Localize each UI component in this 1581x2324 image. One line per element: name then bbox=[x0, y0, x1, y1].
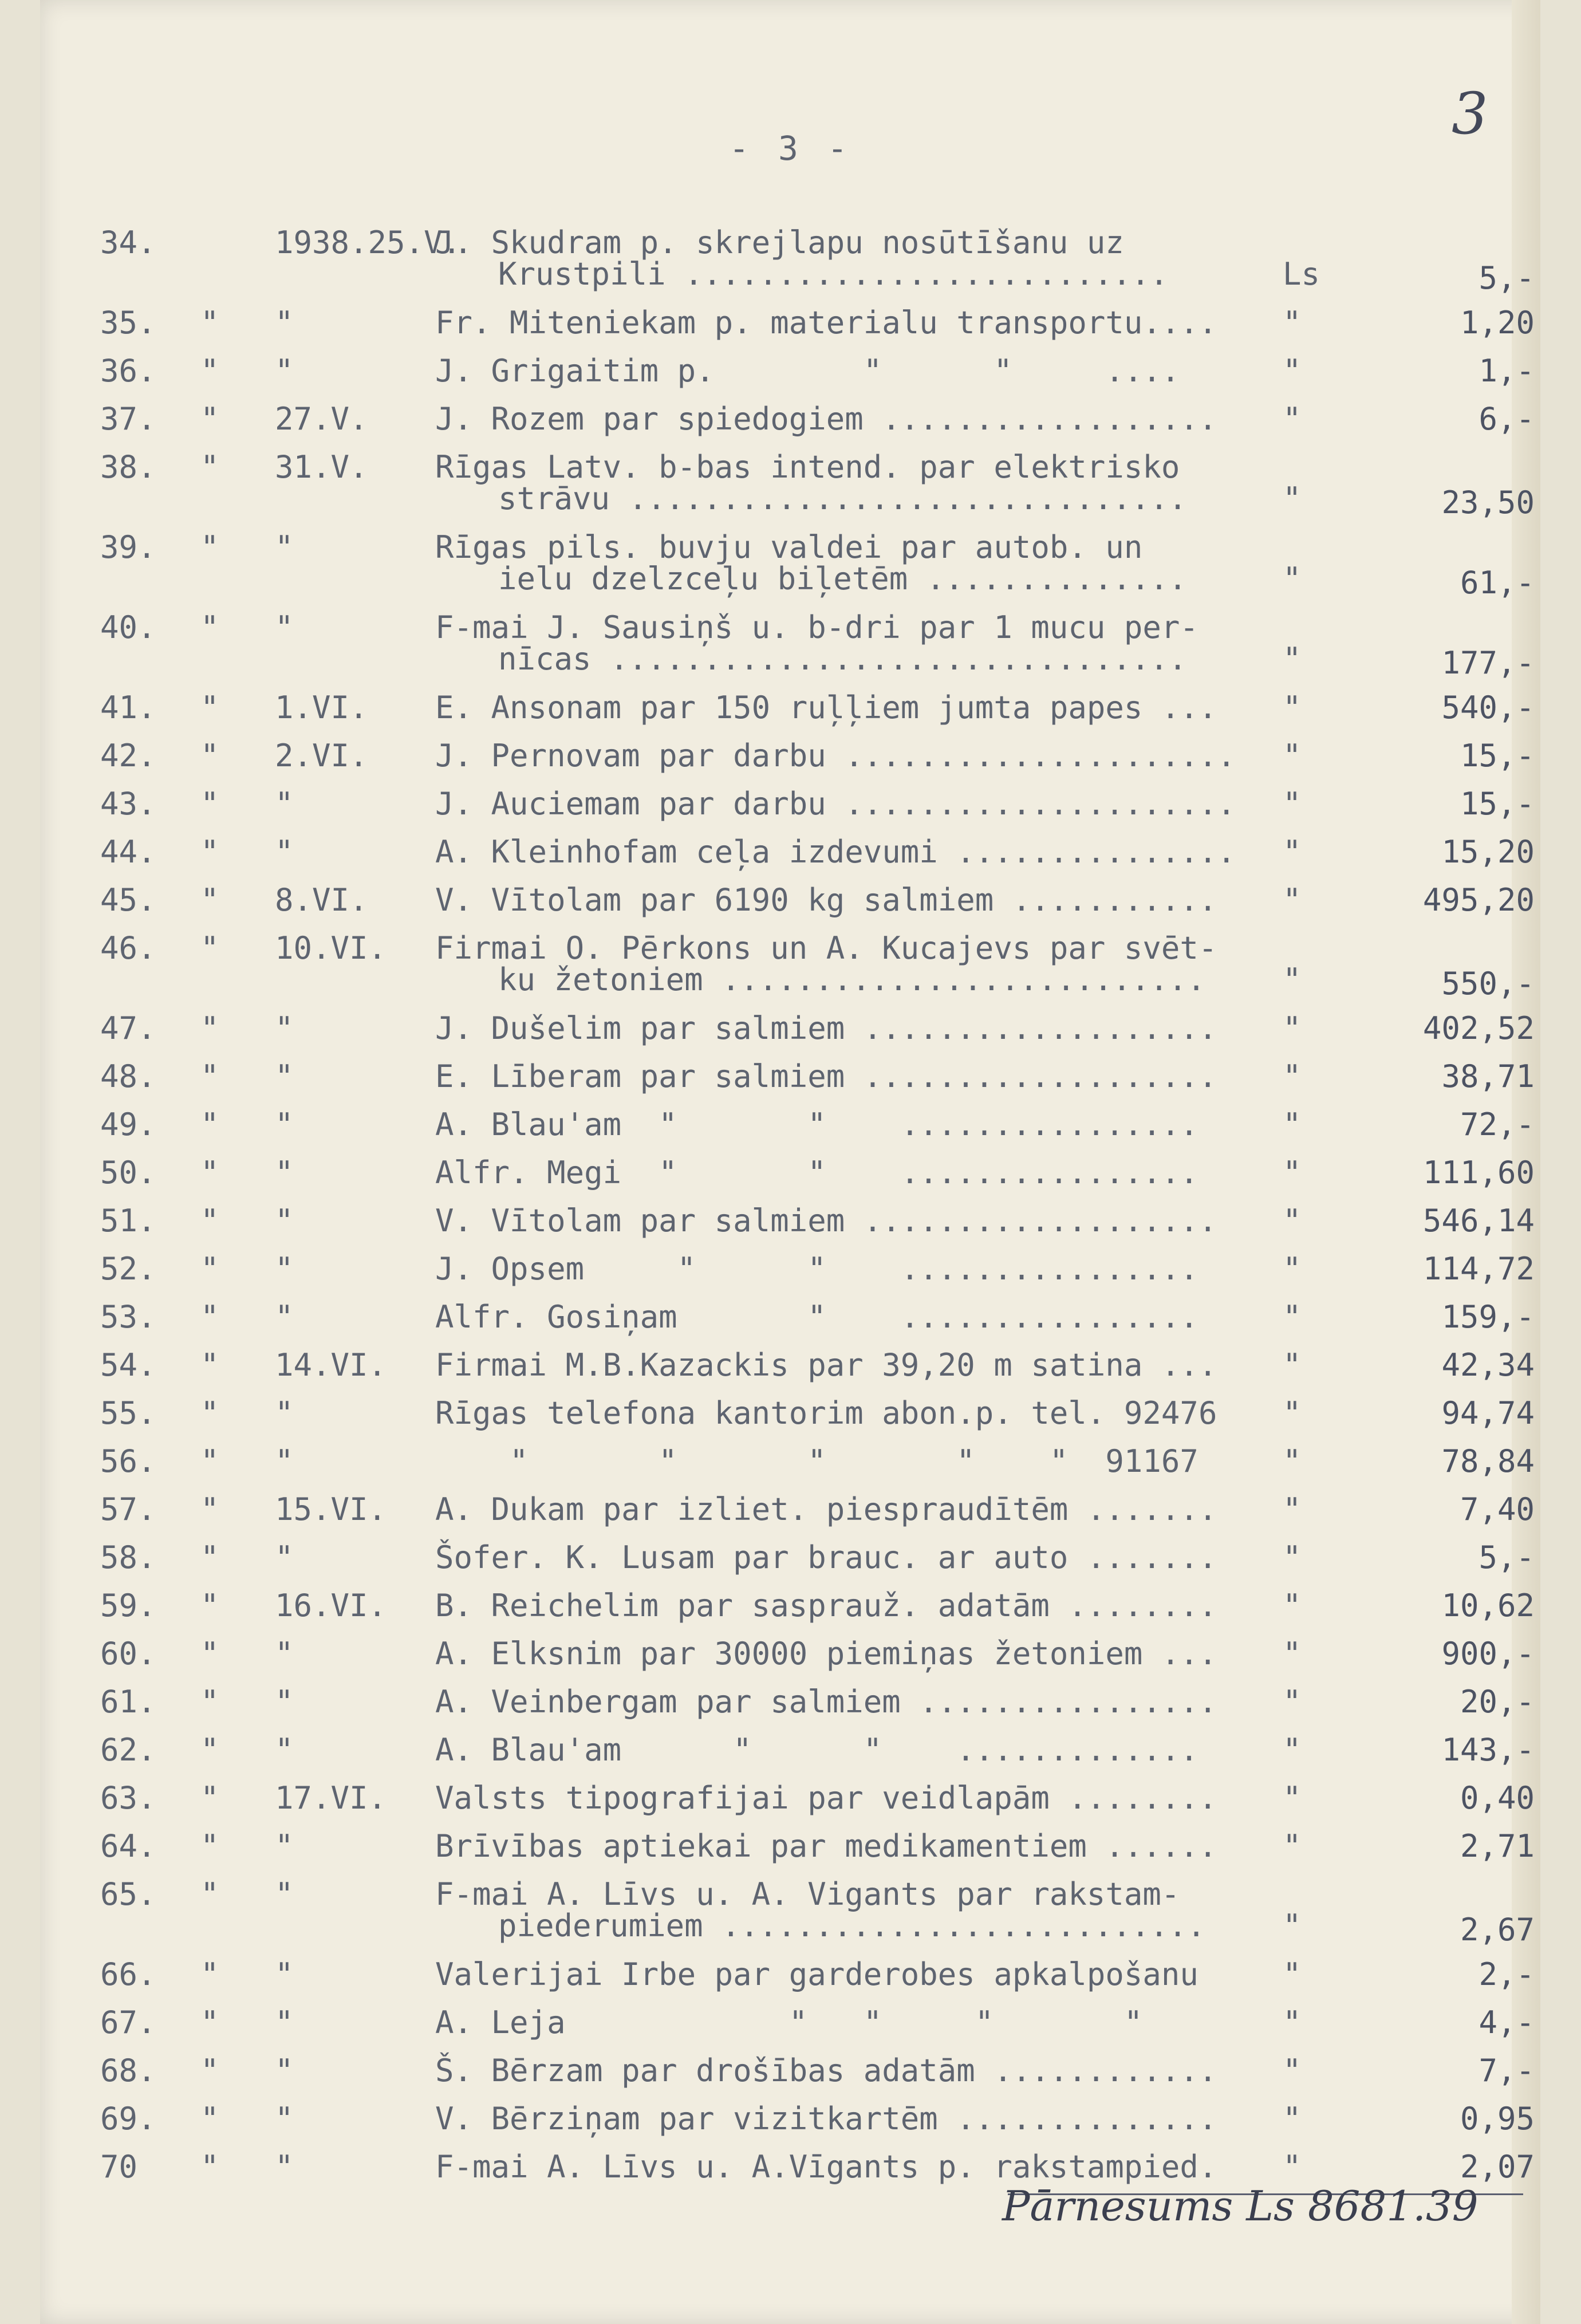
entry-date: " bbox=[275, 305, 294, 341]
entry-date: " bbox=[275, 1058, 294, 1094]
entry-amount: 2,67 bbox=[1460, 1912, 1535, 1948]
entry-date: " bbox=[275, 1010, 294, 1046]
entry-description: Šofer. K. Lusam par brauc. ar auto ....... bbox=[435, 1539, 1217, 1575]
entry-description: F-mai A. Līvs u. A.Vīgants p. rakstampied. bbox=[435, 2149, 1217, 2185]
currency-mark: " bbox=[1283, 1251, 1302, 1287]
entry-number: 61. bbox=[100, 1684, 156, 1720]
entry-amount: 111,60 bbox=[1422, 1155, 1535, 1191]
year-ditto: " bbox=[200, 1203, 219, 1239]
entry-date: " bbox=[275, 2004, 294, 2041]
entry-description-continued: piederumiem .......................... bbox=[498, 1908, 1206, 1944]
year-ditto: " bbox=[200, 1876, 219, 1912]
entry-amount: 78,84 bbox=[1441, 1443, 1535, 1479]
entry-amount: 7,- bbox=[1479, 2053, 1535, 2089]
entry-amount: 0,40 bbox=[1460, 1780, 1535, 1816]
currency-mark: " bbox=[1283, 1106, 1302, 1143]
entry-date: " bbox=[275, 1539, 294, 1575]
entry-number: 42. bbox=[100, 738, 156, 774]
entry-amount: 900,- bbox=[1441, 1636, 1535, 1672]
currency-mark: " bbox=[1283, 353, 1302, 389]
entry-number: 53. bbox=[100, 1299, 156, 1335]
entry-description: Fr. Miteniekam p. materialu transportu.... bbox=[435, 305, 1217, 341]
entry-number: 68. bbox=[100, 2053, 156, 2089]
carry-over-note: Pārnesums Ls 8681.39 bbox=[1002, 2182, 1479, 2230]
entry-number: 69. bbox=[100, 2101, 156, 2137]
year-ditto: " bbox=[200, 2149, 219, 2185]
entry-number: 46. bbox=[100, 930, 156, 966]
year-ditto: " bbox=[200, 882, 219, 918]
entry-amount: 42,34 bbox=[1441, 1347, 1535, 1383]
entry-description: F-mai J. Sausiņš u. b-dri par 1 mucu per- bbox=[435, 609, 1198, 645]
entry-number: 64. bbox=[100, 1828, 156, 1864]
entry-description: Alfr. Gosiņam " ................ bbox=[435, 1299, 1198, 1335]
year-ditto: " bbox=[200, 834, 219, 870]
entry-amount: 143,- bbox=[1441, 1732, 1535, 1768]
entry-amount: 159,- bbox=[1441, 1299, 1535, 1335]
entry-number: 38. bbox=[100, 449, 156, 485]
entry-description-continued: Krustpili .......................... bbox=[498, 256, 1169, 292]
entry-number: 43. bbox=[100, 786, 156, 822]
entry-amount: 550,- bbox=[1441, 966, 1535, 1002]
year-ditto: " bbox=[200, 305, 219, 341]
year-ditto: " bbox=[200, 1780, 219, 1816]
year-ditto: " bbox=[200, 1443, 219, 1479]
entry-number: 56. bbox=[100, 1443, 156, 1479]
year-ditto: " bbox=[200, 1299, 219, 1335]
entry-description: Alfr. Megi " " ................ bbox=[435, 1155, 1198, 1191]
year-ditto: " bbox=[200, 529, 219, 565]
entry-date: 10.VI. bbox=[275, 930, 387, 966]
entry-date: " bbox=[275, 1443, 294, 1479]
entry-date: 2.VI. bbox=[275, 738, 368, 774]
entry-date: " bbox=[275, 353, 294, 389]
entry-date: " bbox=[275, 1299, 294, 1335]
entry-description: J. Skudram p. skrejlapu nosūtīšanu uz bbox=[435, 224, 1124, 261]
entry-date: 31.V. bbox=[275, 449, 368, 485]
year-ditto: " bbox=[200, 1539, 219, 1575]
year-ditto: " bbox=[200, 401, 219, 437]
entry-description: F-mai A. Līvs u. A. Vigants par rakstam- bbox=[435, 1876, 1180, 1912]
entry-amount: 402,52 bbox=[1422, 1010, 1535, 1046]
currency-mark: " bbox=[1283, 561, 1302, 597]
currency-mark: Ls bbox=[1283, 256, 1320, 292]
entry-number: 36. bbox=[100, 353, 156, 389]
entry-description: Brīvības aptiekai par medikamentiem ...... bbox=[435, 1828, 1217, 1864]
currency-mark: " bbox=[1283, 1636, 1302, 1672]
year-ditto: " bbox=[200, 353, 219, 389]
entry-amount: 72,- bbox=[1460, 1106, 1535, 1143]
entry-description: J. Dušelim par salmiem ................... bbox=[435, 1010, 1217, 1046]
entry-number: 41. bbox=[100, 690, 156, 726]
year-ditto: " bbox=[200, 1347, 219, 1383]
currency-mark: " bbox=[1283, 2101, 1302, 2137]
currency-mark: " bbox=[1283, 480, 1302, 517]
currency-mark: " bbox=[1283, 1956, 1302, 1992]
entry-date: " bbox=[275, 1155, 294, 1191]
year-ditto: " bbox=[200, 2004, 219, 2041]
entry-date: " bbox=[275, 1876, 294, 1912]
year-ditto: " bbox=[200, 609, 219, 645]
year-ditto: " bbox=[200, 2101, 219, 2137]
year-ditto: " bbox=[200, 1828, 219, 1864]
currency-mark: " bbox=[1283, 2053, 1302, 2089]
entry-description-continued: strāvu .............................. bbox=[498, 480, 1187, 517]
entry-amount: 10,62 bbox=[1441, 1588, 1535, 1624]
entry-date: 27.V. bbox=[275, 401, 368, 437]
entry-date: 1938.25.V. bbox=[275, 224, 462, 261]
entry-description: Valsts tipografijai par veidlapām ........ bbox=[435, 1780, 1217, 1816]
entry-description: " " " " " 91167 bbox=[435, 1443, 1198, 1479]
entry-date: " bbox=[275, 1395, 294, 1431]
handwritten-page-number: 3 bbox=[1452, 80, 1488, 147]
entry-date: " bbox=[275, 834, 294, 870]
year-ditto: " bbox=[200, 1106, 219, 1143]
year-ditto: " bbox=[200, 1058, 219, 1094]
currency-mark: " bbox=[1283, 2149, 1302, 2185]
entry-amount: 1,- bbox=[1479, 353, 1535, 389]
entry-description: E. Ansonam par 150 ruļļiem jumta papes ... bbox=[435, 690, 1217, 726]
entry-number: 47. bbox=[100, 1010, 156, 1046]
entry-amount: 546,14 bbox=[1422, 1203, 1535, 1239]
year-ditto: " bbox=[200, 1010, 219, 1046]
entry-amount: 61,- bbox=[1460, 565, 1535, 601]
entry-description: E. Līberam par salmiem ................... bbox=[435, 1058, 1217, 1094]
entry-date: 16.VI. bbox=[275, 1588, 387, 1624]
year-ditto: " bbox=[200, 930, 219, 966]
entry-amount: 94,74 bbox=[1441, 1395, 1535, 1431]
year-ditto: " bbox=[200, 1956, 219, 1992]
currency-mark: " bbox=[1283, 738, 1302, 774]
entry-description: Rīgas Latv. b-bas intend. par elektrisko bbox=[435, 449, 1180, 485]
entry-amount: 0,95 bbox=[1460, 2101, 1535, 2137]
entry-number: 65. bbox=[100, 1876, 156, 1912]
entry-description: V. Vītolam par salmiem ................... bbox=[435, 1203, 1217, 1239]
entry-number: 51. bbox=[100, 1203, 156, 1239]
entry-date: " bbox=[275, 1956, 294, 1992]
year-ditto: " bbox=[200, 2053, 219, 2089]
entry-number: 45. bbox=[100, 882, 156, 918]
currency-mark: " bbox=[1283, 1299, 1302, 1335]
entry-amount: 540,- bbox=[1441, 690, 1535, 726]
entry-description: A. Dukam par izliet. piespraudītēm ....... bbox=[435, 1491, 1217, 1527]
entry-date: " bbox=[275, 1828, 294, 1864]
entry-description-continued: ku žetoniem .......................... bbox=[498, 962, 1206, 998]
currency-mark: " bbox=[1283, 786, 1302, 822]
entry-description-continued: nīcas ............................... bbox=[498, 641, 1187, 677]
entry-date: " bbox=[275, 1251, 294, 1287]
entry-description: A. Blau'am " " ............. bbox=[435, 1732, 1198, 1768]
year-ditto: " bbox=[200, 786, 219, 822]
entry-amount: 114,72 bbox=[1422, 1251, 1535, 1287]
entry-date: 17.VI. bbox=[275, 1780, 387, 1816]
year-ditto: " bbox=[200, 1395, 219, 1431]
entry-number: 50. bbox=[100, 1155, 156, 1191]
entry-number: 49. bbox=[100, 1106, 156, 1143]
entry-number: 39. bbox=[100, 529, 156, 565]
currency-mark: " bbox=[1283, 1588, 1302, 1624]
currency-mark: " bbox=[1283, 1828, 1302, 1864]
currency-mark: " bbox=[1283, 1010, 1302, 1046]
currency-mark: " bbox=[1283, 834, 1302, 870]
entry-date: " bbox=[275, 609, 294, 645]
currency-mark: " bbox=[1283, 1203, 1302, 1239]
entry-description: B. Reichelim par sasprauž. adatām ........ bbox=[435, 1588, 1217, 1624]
entry-number: 48. bbox=[100, 1058, 156, 1094]
currency-mark: " bbox=[1283, 1539, 1302, 1575]
year-ditto: " bbox=[200, 690, 219, 726]
entry-number: 62. bbox=[100, 1732, 156, 1768]
entry-description: Firmai O. Pērkons un A. Kucajevs par svēt- bbox=[435, 930, 1217, 966]
entry-amount: 15,- bbox=[1460, 738, 1535, 774]
entry-description: A. Elksnim par 30000 piemiņas žetoniem ... bbox=[435, 1636, 1217, 1672]
entry-number: 66. bbox=[100, 1956, 156, 1992]
entry-number: 40. bbox=[100, 609, 156, 645]
entry-number: 57. bbox=[100, 1491, 156, 1527]
entry-amount: 5,- bbox=[1479, 1539, 1535, 1575]
entry-description-continued: ielu dzelzceļu biļetēm .............. bbox=[498, 561, 1187, 597]
entry-description: J. Opsem " " ................ bbox=[435, 1251, 1198, 1287]
entry-date: " bbox=[275, 786, 294, 822]
entry-number: 67. bbox=[100, 2004, 156, 2041]
currency-mark: " bbox=[1283, 1491, 1302, 1527]
entry-description: A. Leja " " " " bbox=[435, 2004, 1143, 2041]
year-ditto: " bbox=[200, 1155, 219, 1191]
entry-amount: 4,- bbox=[1479, 2004, 1535, 2041]
currency-mark: " bbox=[1283, 690, 1302, 726]
entry-description: J. Auciemam par darbu ..................... bbox=[435, 786, 1236, 822]
entry-number: 55. bbox=[100, 1395, 156, 1431]
entry-amount: 2,- bbox=[1479, 1956, 1535, 1992]
currency-mark: " bbox=[1283, 1780, 1302, 1816]
currency-mark: " bbox=[1283, 1155, 1302, 1191]
entry-number: 60. bbox=[100, 1636, 156, 1672]
entry-amount: 5,- bbox=[1479, 260, 1535, 296]
entry-date: " bbox=[275, 1684, 294, 1720]
currency-mark: " bbox=[1283, 1058, 1302, 1094]
entry-amount: 1,20 bbox=[1460, 305, 1535, 341]
entry-amount: 2,07 bbox=[1460, 2149, 1535, 2185]
entry-number: 70 bbox=[100, 2149, 138, 2185]
currency-mark: " bbox=[1283, 2004, 1302, 2041]
entry-amount: 15,- bbox=[1460, 786, 1535, 822]
entry-description: V. Bērziņam par vizitkartēm .............. bbox=[435, 2101, 1217, 2137]
year-ditto: " bbox=[200, 1251, 219, 1287]
year-ditto: " bbox=[200, 1732, 219, 1768]
year-ditto: " bbox=[200, 449, 219, 485]
currency-mark: " bbox=[1283, 401, 1302, 437]
entry-date: " bbox=[275, 529, 294, 565]
entry-number: 59. bbox=[100, 1588, 156, 1624]
year-ditto: " bbox=[200, 738, 219, 774]
currency-mark: " bbox=[1283, 305, 1302, 341]
entry-number: 37. bbox=[100, 401, 156, 437]
year-ditto: " bbox=[200, 1588, 219, 1624]
entry-date: " bbox=[275, 2101, 294, 2137]
entry-amount: 2,71 bbox=[1460, 1828, 1535, 1864]
currency-mark: " bbox=[1283, 1684, 1302, 1720]
entry-date: 14.VI. bbox=[275, 1347, 387, 1383]
entry-date: 1.VI. bbox=[275, 690, 368, 726]
entry-date: " bbox=[275, 2149, 294, 2185]
year-ditto: " bbox=[200, 1636, 219, 1672]
currency-mark: " bbox=[1283, 962, 1302, 998]
entry-date: " bbox=[275, 1732, 294, 1768]
entry-date: " bbox=[275, 1636, 294, 1672]
entry-number: 34. bbox=[100, 224, 156, 261]
page-number-label: - 3 - bbox=[729, 129, 852, 168]
year-ditto: " bbox=[200, 1684, 219, 1720]
year-ditto: " bbox=[200, 1491, 219, 1527]
entry-number: 63. bbox=[100, 1780, 156, 1816]
entry-number: 58. bbox=[100, 1539, 156, 1575]
currency-mark: " bbox=[1283, 641, 1302, 677]
entry-number: 52. bbox=[100, 1251, 156, 1287]
entry-description: J. Pernovam par darbu ..................... bbox=[435, 738, 1236, 774]
currency-mark: " bbox=[1283, 1443, 1302, 1479]
currency-mark: " bbox=[1283, 1347, 1302, 1383]
entry-amount: 6,- bbox=[1479, 401, 1535, 437]
entry-description: Valerijai Irbe par garderobes apkalpošanu bbox=[435, 1956, 1198, 1992]
entry-date: 15.VI. bbox=[275, 1491, 387, 1527]
currency-mark: " bbox=[1283, 1732, 1302, 1768]
entry-amount: 177,- bbox=[1441, 645, 1535, 681]
entry-date: 8.VI. bbox=[275, 882, 368, 918]
entry-date: " bbox=[275, 1203, 294, 1239]
entry-date: " bbox=[275, 1106, 294, 1143]
entry-number: 54. bbox=[100, 1347, 156, 1383]
currency-mark: " bbox=[1283, 1908, 1302, 1944]
entry-amount: 38,71 bbox=[1441, 1058, 1535, 1094]
entry-number: 44. bbox=[100, 834, 156, 870]
currency-mark: " bbox=[1283, 1395, 1302, 1431]
entry-amount: 15,20 bbox=[1441, 834, 1535, 870]
entry-date: " bbox=[275, 2053, 294, 2089]
currency-mark: " bbox=[1283, 882, 1302, 918]
entry-amount: 495,20 bbox=[1422, 882, 1535, 918]
entry-description: J. Grigaitim p. " " .... bbox=[435, 353, 1180, 389]
entry-description: A. Blau'am " " ................ bbox=[435, 1106, 1198, 1143]
entry-description: J. Rozem par spiedogiem .................. bbox=[435, 401, 1217, 437]
entry-description: Firmai M.B.Kazackis par 39,20 m satina ... bbox=[435, 1347, 1217, 1383]
entry-description: Rīgas pils. buvju valdei par autob. un bbox=[435, 529, 1143, 565]
entry-description: Rīgas telefona kantorim abon.p. tel. 92476 bbox=[435, 1395, 1217, 1431]
entry-number: 35. bbox=[100, 305, 156, 341]
entry-amount: 20,- bbox=[1460, 1684, 1535, 1720]
entry-description: V. Vītolam par 6190 kg salmiem ........... bbox=[435, 882, 1217, 918]
entry-description: Š. Bērzam par drošības adatām ............ bbox=[435, 2053, 1217, 2089]
entry-amount: 23,50 bbox=[1441, 485, 1535, 521]
entry-amount: 7,40 bbox=[1460, 1491, 1535, 1527]
entry-description: A. Kleinhofam ceļa izdevumi ............... bbox=[435, 834, 1236, 870]
entry-description: A. Veinbergam par salmiem ................ bbox=[435, 1684, 1217, 1720]
